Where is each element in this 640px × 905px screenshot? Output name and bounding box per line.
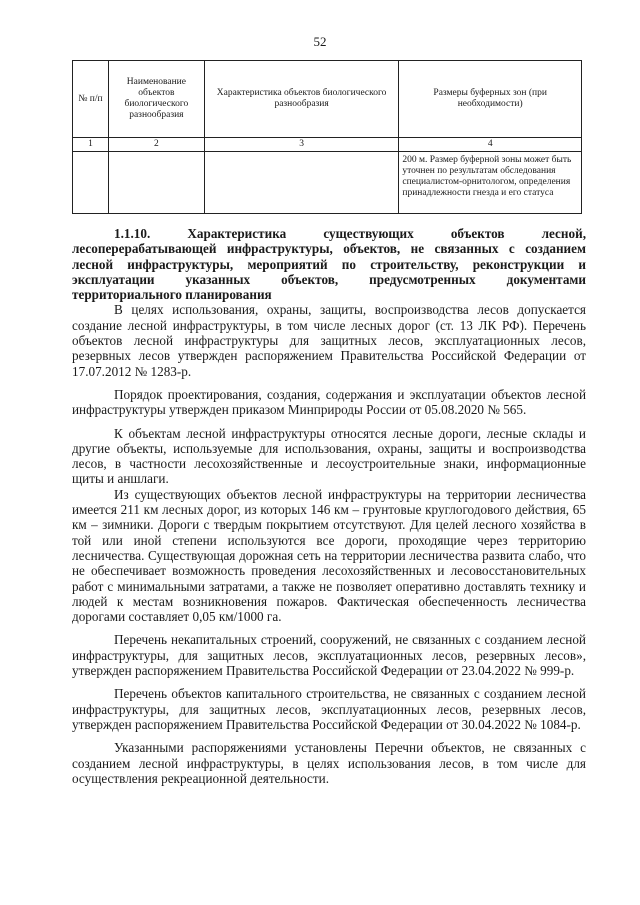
header-object-name: Наименование объектов биологического разнообразия — [108, 61, 204, 138]
biodiversity-table — [72, 60, 582, 214]
table-header-row — [73, 61, 582, 138]
document-body — [72, 226, 586, 786]
paragraph: Указанными распоряжениями установлены Перечни объектов, не связанных с созданием лесной инфраструктуры, в целях использования лесов, в том числе для осуществления рекреационной деятельности. — [72, 740, 586, 786]
paragraph: В целях использования, охраны, защиты, воспроизводства лесов допускается создание лесной инфраструктуры, в том числе лесных дорог (ст. 13 ЛК РФ). Перечень объектов лесной инфраструктуры для защитных лесов, эксплуатационных лесов, резервных лесов утвержден распоряжением Правительства Российской Федерации от 17.07.2012 № 1283-р. — [72, 302, 586, 379]
heading-line: территориального планирования — [72, 287, 272, 303]
col-number-2: 2 — [108, 138, 204, 152]
paragraph: Порядок проектирования, создания, содержания и эксплуатации объектов лесной инфраструктуры утвержден приказом Минприроды России от 05.08.2020 № 565. — [72, 386, 586, 418]
paragraph: К объектам лесной инфраструктуры относятся лесные дороги, лесные склады и другие объекты, используемые для использования, охраны, защиты и воспроизводства лесов, в частности лесохозяйственные и лесоустроительные знаки, информационные щиты и аншлаги. — [72, 425, 586, 487]
header-number: № п/п — [73, 61, 109, 138]
heading-line: лесоперерабатывающей инфраструктуры, объектов, не связанных с созданием — [72, 241, 586, 257]
col-number-1: 1 — [73, 138, 109, 152]
header-characteristic: Характеристика объектов биологического разнообразия — [204, 61, 399, 138]
table-row — [73, 152, 582, 214]
cell-characteristic — [204, 152, 399, 214]
heading-line: эксплуатации указанных объектов, предусмотренных документами — [72, 271, 586, 287]
paragraph: Перечень объектов капитального строительства, не связанных с созданием лесной инфраструктуры, для защитных лесов, эксплуатационных лесов, резервных лесов, утвержден распоряжением Правительства Российской Федерации от 30.04.2022 № 1084-р. — [72, 686, 586, 732]
cell-number — [73, 152, 109, 214]
heading-line: 1.1.10. Характеристика существующих объектов лесной, — [114, 226, 586, 241]
paragraph: Из существующих объектов лесной инфраструктуры на территории лесничества имеется 211 км лесных дорог, из которых 146 км – грунтовые круглогодового действия, 65 км – зимники. Дороги с твердым покрытием отсутствуют. Для целей лесного хозяйства в той или иной степени используются все дороги, проходящие через территорию лесничества. Существующая дорожная сеть на территории лесничества развита слабо, что не обеспечивает возможность проведения лесохозяйственных и лесовосстановительных работ с минимальными затратами, а также не позволяет оперативно доставлять технику и людей к местам возникновения пожаров. Фактическая обеспеченность лесничества дорогами составляет 0,05 км/1000 га. — [72, 486, 586, 625]
paragraph: Перечень некапитальных строений, сооружений, не связанных с созданием лесной инфраструктуры, для защитных лесов, эксплуатационных лесов, резервных лесов», утвержден распоряжением Правительства Российской Федерации от 23.04.2022 № 999-р. — [72, 632, 586, 679]
col-number-3: 3 — [204, 138, 399, 152]
cell-buffer-zone: 200 м. Размер буферной зоны может быть уточнен по результатам обследования специалистом-орнитологом, определения принадлежности гнезда и его статуса — [399, 152, 582, 214]
header-buffer-zone: Размеры буферных зон (при необходимости) — [399, 61, 582, 138]
page-number: 52 — [313, 34, 327, 49]
heading-line: лесной инфраструктуры, мероприятий по строительству, реконструкции и — [72, 256, 586, 272]
table-numbering-row — [73, 138, 582, 152]
section-heading — [72, 226, 586, 302]
col-number-4: 4 — [399, 138, 582, 152]
cell-object-name — [108, 152, 204, 214]
